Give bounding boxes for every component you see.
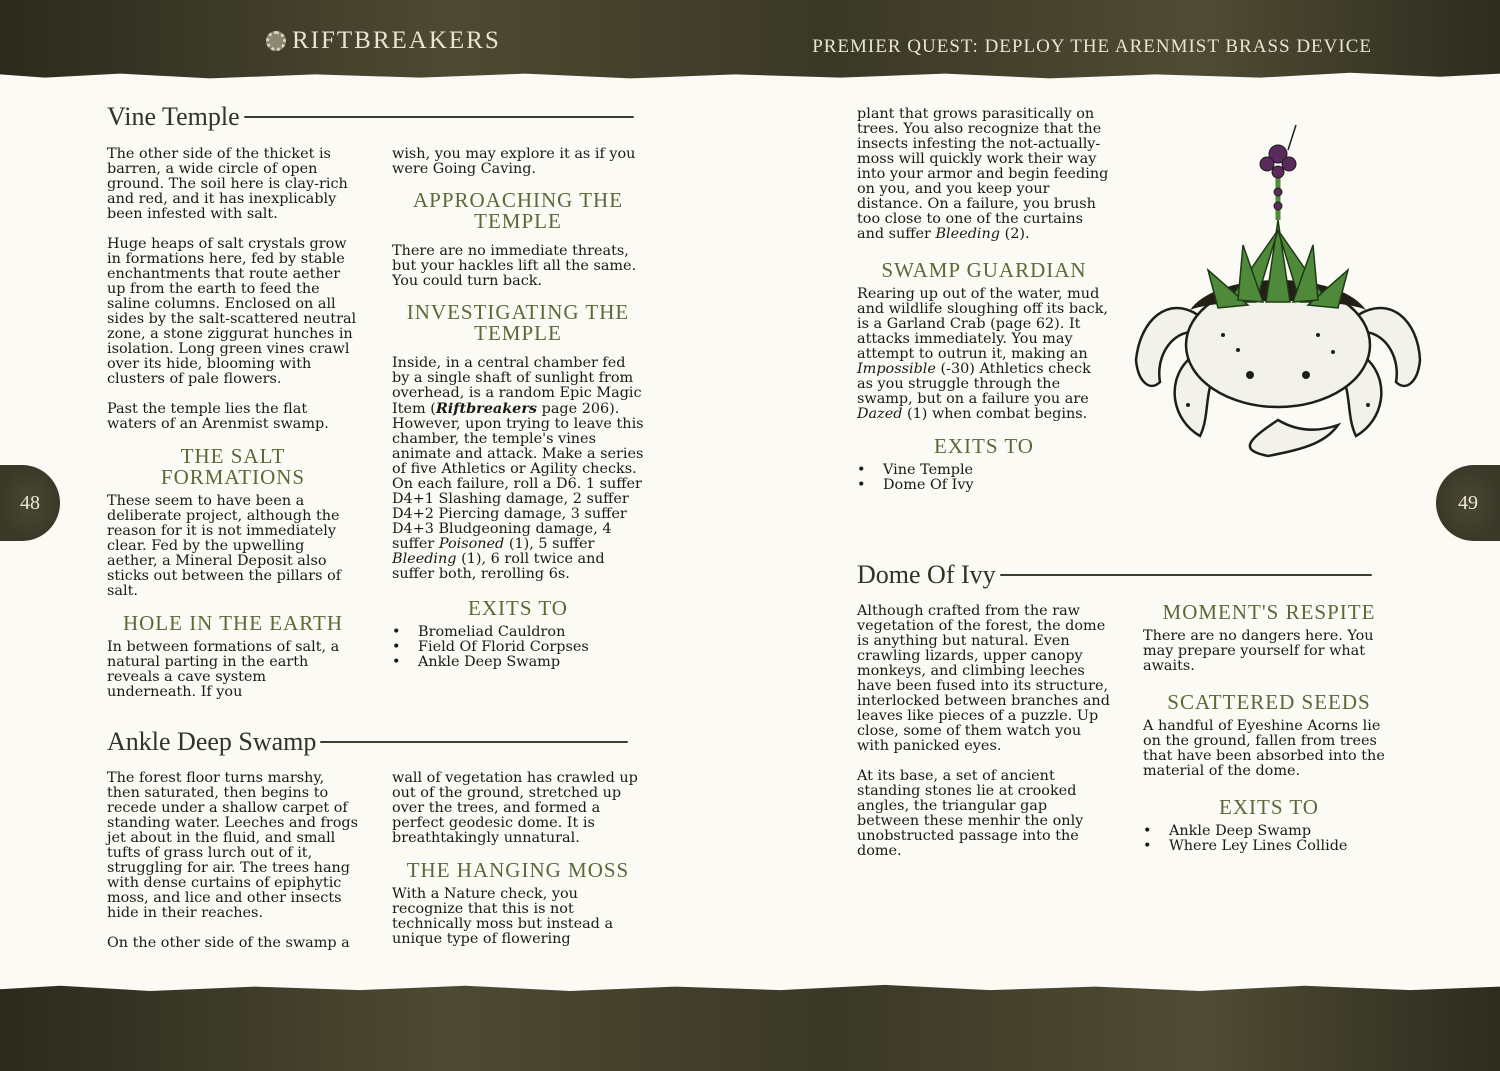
ankle-swamp-exits-list (857, 463, 1111, 493)
book-logo (266, 27, 501, 55)
salt-formations-heading: THE SALT FORMATIONS (160, 444, 306, 489)
heading-rule (244, 116, 634, 118)
hole-earth-heading: HOLE IN THE EARTH (122, 611, 344, 635)
exit-item: • Ankle Deep Swamp (1143, 824, 1395, 839)
hanging-moss-heading: THE HANGING MOSS (406, 858, 630, 882)
hole-earth-text-cont: wish, you may explore it as if you were Going Caving. (392, 146, 636, 177)
vine-temple-p1: The other side of the thicket is barren, a wide circle of open ground. The soil here is clay-rich and red, and it has inexplicably been infested with salt. (107, 146, 348, 222)
swamp-guardian-heading: SWAMP GUARDIAN (881, 258, 1087, 282)
vine-temple-p3: Past the temple lies the flat waters of an Arenmist swamp. (107, 401, 329, 432)
heading-rule (320, 741, 628, 743)
vine-temple-heading: Vine Temple (107, 102, 634, 132)
page-number-left: 48 (0, 465, 60, 541)
ankle-swamp-p2-cont: wall of vegetation has crawled up out of the ground, stretched up over the trees, and formed a perfect geodesic dome. It is breathtakingly unnatural. (392, 770, 638, 846)
dome-ivy-p1: Although crafted from the raw vegetation of the forest, the dome is anything but natural. Even crawling lizards, upper canopy monkeys, and climbing leeches have been fused into its structure, interlocked between branches and leaves like pieces of a puzzle. Up close, some of them watch you with panicked eyes. (857, 603, 1110, 754)
ankle-swamp-col-1 (107, 771, 359, 966)
logo-text: RIFTBREAKERS (292, 27, 501, 54)
moments-respite-heading: MOMENT'S RESPITE (1162, 600, 1376, 624)
vine-temple-exits-heading: EXITS TO (468, 596, 568, 620)
ankle-swamp-p1: The forest floor turns marshy, then saturated, then begins to recede under a shallow carpet of standing water. Leeches and frogs jet about in the fluid, and small tufts of grass lurch out of it, struggling for air. The trees hang with dense curtains of epiphytic moss, and lice and other insects hide in their reaches. (107, 770, 359, 921)
hanging-moss-text-cont: plant that grows parasitically on trees. You also recognize that the insects infesting the not-actually-moss will quickly work their way into your armor and begin feeding on you, and you keep your distance. On a failure, you brush too close to one of the curtains and suffer Bleeding (2). (857, 106, 1109, 242)
exit-item: • Dome Of Ivy (857, 478, 1111, 493)
hanging-moss-text: With a Nature check, you recognize that this is not technically moss but instead a unique type of flowering (392, 886, 614, 947)
moments-respite-text: There are no dangers here. You may prepare yourself for what awaits. (1143, 628, 1374, 674)
dome-ivy-exits-list (1143, 824, 1395, 854)
riftbreakers-reference: Riftbreakers (435, 400, 538, 417)
page-number-right: 49 (1436, 465, 1500, 541)
approaching-temple-text: There are no immediate threats, but your hackles lift all the same. You could turn back. (392, 243, 637, 289)
dome-ivy-exits-heading: EXITS TO (1219, 795, 1319, 819)
heading-rule (1000, 574, 1372, 576)
hole-earth-text: In between formations of salt, a natural parting in the earth reveals a cave system underneath. If you (107, 639, 340, 700)
swamp-guardian-text: Rearing up out of the water, mud and wildlife sloughing off its back, is a Garland Crab (page 62). It attacks immediately. You may attempt to outrun it, making an Impossible (-30) Athletics check as you struggle through the swamp, but on a failure you are Dazed (1) when combat begins. (857, 286, 1109, 422)
footer-band (0, 984, 1500, 1071)
vine-temple-exits-list (392, 625, 644, 670)
vine-temple-p2: Huge heaps of salt crystals grow in formations here, fed by stable enchantments that route aether up from the earth to feed the saline columns. Enclosed on all sides by the salt-scattered neutral zone, a stone ziggurat hunches in isolation. Long green vines crawl over its hide, blooming with clusters of pale flowers. (107, 236, 357, 387)
gear-emblem-icon (266, 31, 286, 51)
approaching-temple-heading: APPROACHING THE TEMPLE (412, 188, 624, 233)
dome-ivy-col-1 (857, 604, 1111, 874)
dome-ivy-col-2 (1143, 602, 1395, 854)
dome-ivy-p2: At its base, a set of ancient standing stones lie at crooked angles, the triangular gap between these menhir the only unobstructed passage into the dome. (857, 768, 1084, 859)
ankle-swamp-heading: Ankle Deep Swamp (107, 727, 628, 757)
exit-item: • Bromeliad Cauldron (392, 625, 644, 640)
dome-ivy-heading: Dome Of Ivy (857, 560, 1372, 590)
exit-item: • Where Ley Lines Collide (1143, 839, 1395, 854)
quest-title: PREMIER QUEST: DEPLOY THE ARENMIST BRASS DEVICE (812, 36, 1372, 57)
scattered-seeds-text: A handful of Eyeshine Acorns lie on the ground, fallen from trees that have been absorbed into the material of the dome. (1143, 718, 1385, 779)
vine-temple-col-1 (107, 147, 359, 715)
ankle-swamp-col-2 (392, 771, 644, 962)
garland-crab-illustration (1128, 120, 1428, 465)
ankle-swamp-col-3 (857, 107, 1111, 493)
scattered-seeds-heading: SCATTERED SEEDS (1167, 690, 1371, 714)
exit-item: • Ankle Deep Swamp (392, 655, 644, 670)
exit-item: • Field Of Florid Corpses (392, 640, 644, 655)
vine-temple-col-2 (392, 147, 644, 670)
salt-formations-text: These seem to have been a deliberate project, although the reason for it is not immediately clear. Fed by the upwelling aether, a Mineral Deposit also sticks out between the pillars of salt. (107, 493, 342, 599)
investigating-temple-heading: INVESTIGATING THE TEMPLE (406, 300, 630, 345)
investigating-temple-text: Inside, in a central chamber fed by a single shaft of sunlight from overhead, is a random Epic Magic Item (Riftbreakers page 206). However, upon trying to leave this chamber, the temple's vines animate and attack. Make a series of five Athletics or Agility checks. On each failure, roll a D6. 1 suffer D4+1 Slashing damage, 2 suffer D4+2 Piercing damage, 3 suffer D4+3 Bludgeoning damage, 4 suffer Poisoned (1), 5 suffer Bleeding (1), 6 roll twice and suffer both, rerolling 6s. (392, 355, 644, 582)
ankle-swamp-exits-heading: EXITS TO (934, 434, 1034, 458)
ankle-swamp-p2: On the other side of the swamp a (107, 935, 350, 951)
exit-item: • Vine Temple (857, 463, 1111, 478)
